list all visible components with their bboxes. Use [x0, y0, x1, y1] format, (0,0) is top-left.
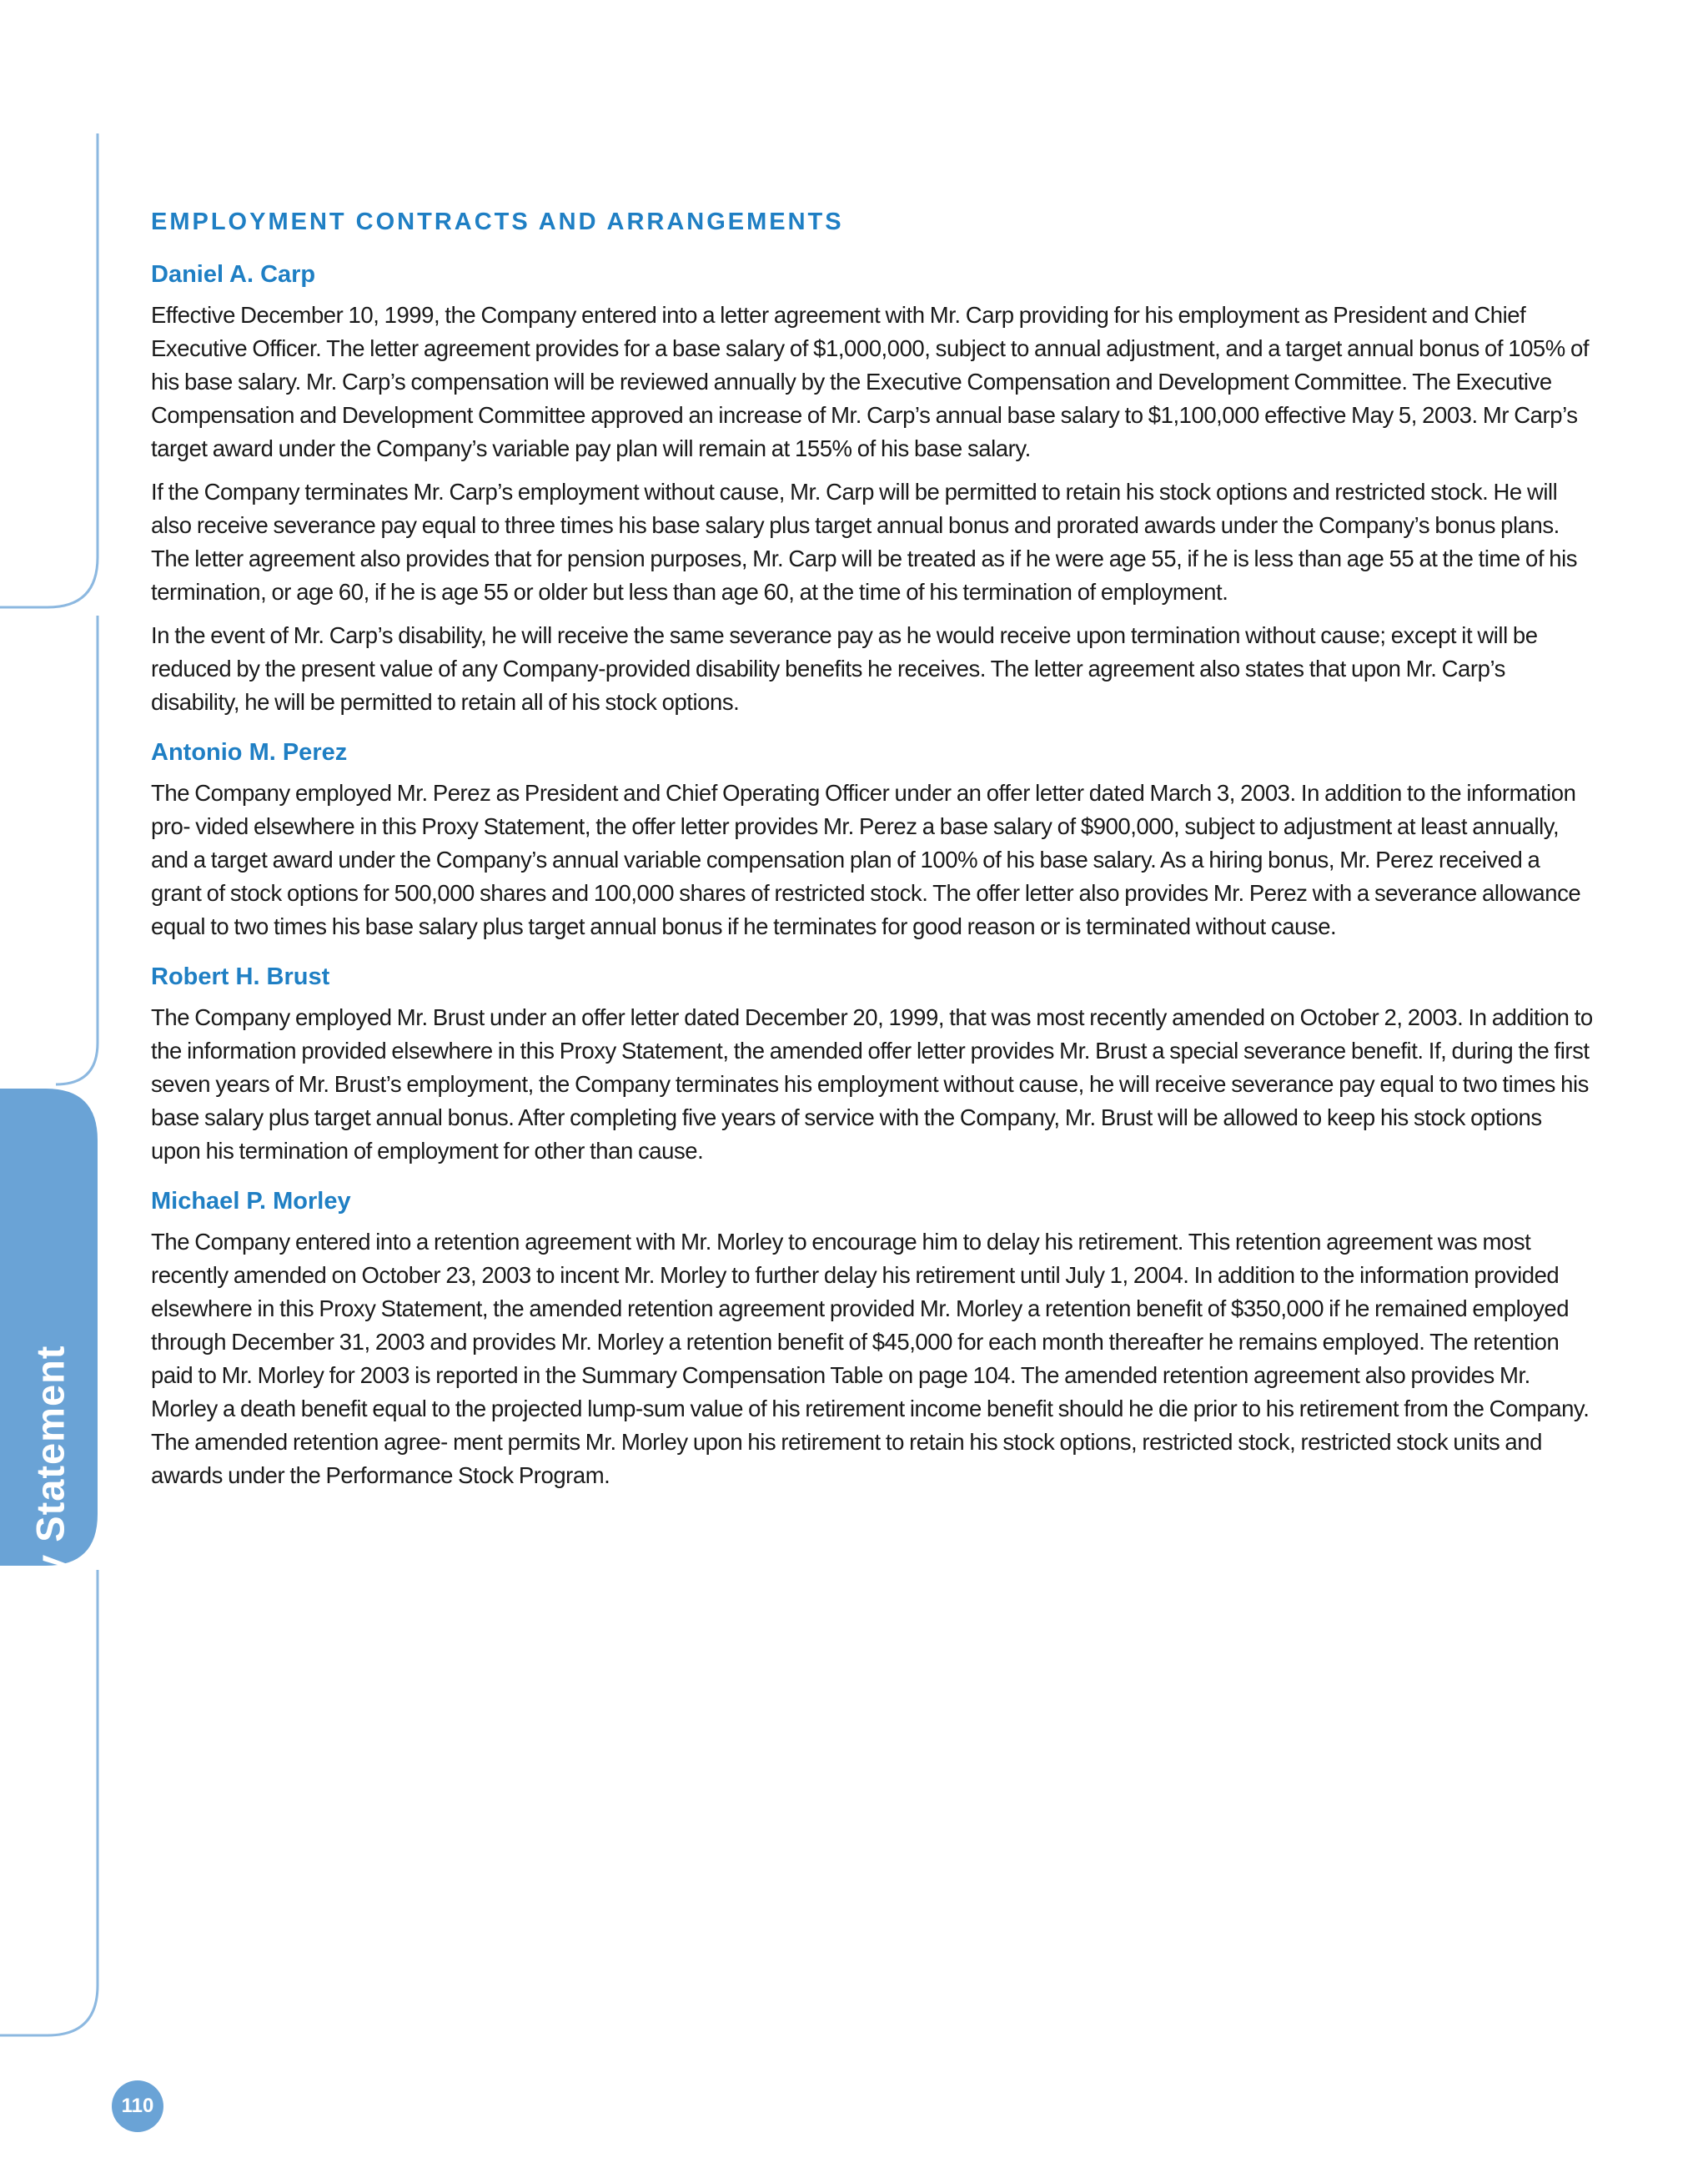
paragraph: The Company employed Mr. Brust under an offer letter dated December 20, 1999, that was most recently amended on October 2, 2003. In addition to the information provided elsewhere in this Proxy Statement, the amended offer letter provides Mr. Brust a special severance benefit. If, during the first seven years of Mr. Brust’s employment, the Company terminates his employment without cause, he will receive severance pay equal to two times his base salary plus target annual bonus. After completing five years of service with the Company, Mr. Brust will be allowed to keep his stock options upon his termination of employment for other than cause. [151, 1004, 1593, 1164]
section-title: EMPLOYMENT CONTRACTS AND ARRANGEMENTS [151, 209, 844, 235]
side-tab-label [25, 1330, 75, 1681]
side-tab-text: Proxy Statement [28, 1345, 73, 1667]
side-rail [0, 0, 117, 2183]
rail-lines [0, 0, 117, 2183]
person-name: Antonio M. Perez [151, 739, 348, 766]
paragraph: The Company entered into a retention agreement with Mr. Morley to encourage him to delay his retirement. This retention agreement was most recently amended on October 23, 2003 to incent Mr. Morley to further delay his retirement until July 1, 2004. In addition to the information provided elsewhere in this Proxy Statement, the amended retention agreement provided Mr. Morley a retention benefit of $350,000 if he remained employed through December 31, 2003 and provides Mr. Morley a retention benefit of $45,000 for each month thereafter he remains employed. The retention paid to Mr. Morley for 2003 is reported in the Summary Compensation Table on page 104. The amended retention agreement also provides Mr. Morley a death benefit equal to the projected lump-sum value of his retirement income benefit should he die prior to his retirement from the Company. The amended retention agree- ment permits Mr. Morley upon his retirement to retain his stock options, restricted stock, restricted stock units and awards under the Performance Stock Program. [151, 1229, 1590, 1488]
paragraph: The Company employed Mr. Perez as President and Chief Operating Officer under an offer letter dated March 3, 2003. In addition to the information pro- vided elsewhere in this Proxy Statement, the offer letter provides Mr. Perez a base salary of $900,000, subject to adjustment at least annually, and a target award under the Company’s annual variable compensation plan of 100% of his base salary. As a hiring bonus, Mr. Perez received a grant of stock options for 500,000 shares and 100,000 shares of restricted stock. The offer letter also provides Mr. Perez with a severance allowance equal to two times his base salary plus target annual bonus if he terminates for good reason or is terminated without cause. [151, 780, 1581, 939]
page-number: 110 [112, 2080, 163, 2132]
person-name: Daniel A. Carp [151, 261, 316, 288]
contract-block-carp [151, 261, 1594, 719]
contract-block-perez [151, 739, 1594, 943]
paragraph: In the event of Mr. Carp’s disability, he will receive the same severance pay as he would receive upon termination without cause; except it will be reduced by the present value of any Company-provided disability benefits he receives. The letter agreement also states that upon Mr. Carp’s disability, he will be permitted to retain all of his stock options. [151, 622, 1538, 715]
contract-block-brust [151, 963, 1594, 1168]
paragraph: If the Company terminates Mr. Carp’s employment without cause, Mr. Carp will be permitted to retain his stock options and restricted stock. He will also receive severance pay equal to three times his base salary plus target annual bonus and prorated awards under the Company’s bonus plans. The letter agreement also provides that for pension purposes, Mr. Carp will be treated as if he were age 55, if he is less than age 55 at the time of his termination, or age 60, if he is age 55 or older but less than age 60, at the time of his termination of employment. [151, 479, 1578, 605]
main-content [151, 209, 1594, 1512]
paragraph: Effective December 10, 1999, the Company entered into a letter agreement with Mr. Carp providing for his employment as President and Chief Executive Officer. The letter agreement provides for a base salary of $1,000,000, subject to annual adjustment, and a target annual bonus of 105% of his base salary. Mr. Carp’s compensation will be reviewed annually by the Executive Compensation and Development Committee. The Executive Compensation and Development Committee approved an increase of Mr. Carp’s annual base salary to $1,100,000 effective May 5, 2003. Mr Carp’s target award under the Company’s variable pay plan will remain at 155% of his base salary. [151, 302, 1590, 461]
contract-block-morley [151, 1188, 1594, 1492]
person-name: Michael P. Morley [151, 1188, 351, 1215]
person-name: Robert H. Brust [151, 963, 330, 990]
